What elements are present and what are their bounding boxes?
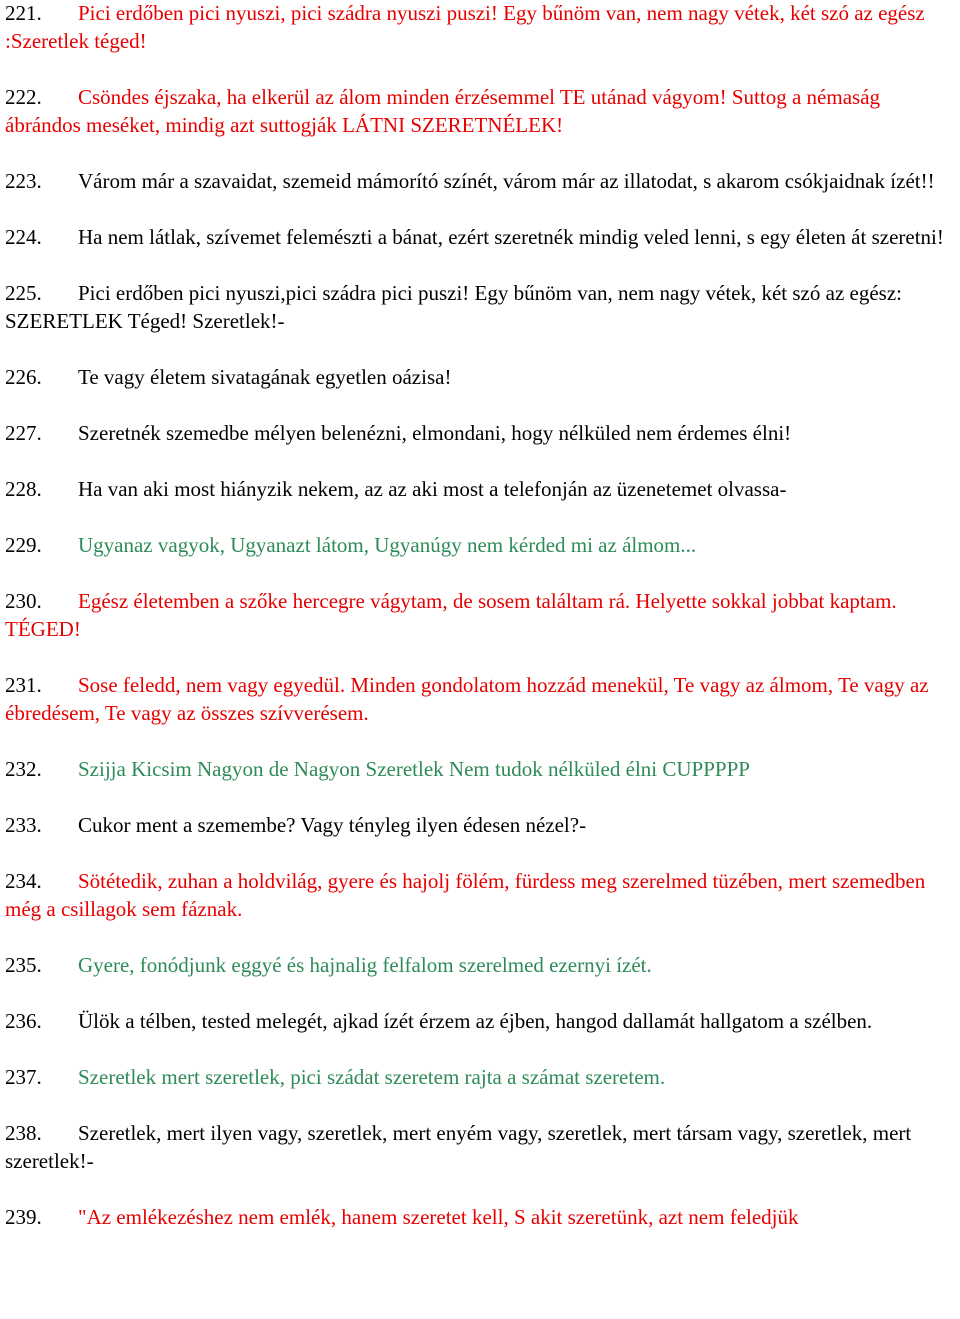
entry-text: Várom már a szavaidat, szemeid mámorító színét, várom már az illatodat, s akarom csókjaidnak ízét!! [78, 169, 935, 193]
text-entry [5, 167, 957, 195]
entry-number: 232. [5, 757, 42, 781]
text-entry [5, 223, 957, 251]
text-entry [5, 1063, 957, 1091]
text-entry [5, 811, 957, 839]
entry-text: Te vagy életem sivatagának egyetlen oázisa! [78, 365, 452, 389]
text-entry [5, 671, 957, 727]
entry-text: "Az emlékezéshez nem emlék, hanem szeretet kell, S akit szeretünk, azt nem feledjük [78, 1205, 799, 1229]
entry-text: Ha van aki most hiányzik nekem, az az aki most a telefonján az üzenetemet olvassa- [78, 477, 787, 501]
entry-text: Cukor ment a szemembe? Vagy tényleg ilyen édesen nézel?- [78, 813, 587, 837]
entry-text: Csöndes éjszaka, ha elkerül az álom minden érzésemmel TE utánad vágyom! Suttog a némaság ábrándos meséket, mindig azt suttogják LÁTNI SZERETNÉLEK! [5, 85, 881, 137]
entry-number: 235. [5, 953, 42, 977]
entry-number: 226. [5, 365, 42, 389]
entry-text: Szijja Kicsim Nagyon de Nagyon Szeretlek Nem tudok nélküled élni CUPPPPP [78, 757, 750, 781]
text-entry [5, 279, 957, 335]
text-entry [5, 419, 957, 447]
entry-text: Ha nem látlak, szívemet felemészti a bánat, ezért szeretnék mindig veled lenni, s egy életen át szeretni! [78, 225, 944, 249]
entry-text: Pici erdőben pici nyuszi, pici szádra nyuszi puszi! Egy bűnöm van, nem nagy vétek, két szó az egész :Szeretlek téged! [5, 1, 925, 53]
text-entry [5, 531, 957, 559]
text-entry [5, 363, 957, 391]
text-entry [5, 755, 957, 783]
entry-number: 224. [5, 225, 42, 249]
text-entry [5, 83, 957, 139]
text-entry [5, 951, 957, 979]
text-entry [5, 1203, 957, 1231]
entry-number: 236. [5, 1009, 42, 1033]
entry-text: Pici erdőben pici nyuszi,pici szádra pici puszi! Egy bűnöm van, nem nagy vétek, két szó az egész: SZERETLEK Téged! Szeretlek!- [5, 281, 902, 333]
entry-text: Ülök a télben, tested melegét, ajkad ízét érzem az éjben, hangod dallamát hallgatom a szélben. [78, 1009, 873, 1033]
entry-number: 237. [5, 1065, 42, 1089]
entry-number: 225. [5, 281, 42, 305]
entry-text: Ugyanaz vagyok, Ugyanazt látom, Ugyanúgy nem kérded mi az álmom... [78, 533, 697, 557]
entry-number: 234. [5, 869, 42, 893]
entry-text: Szeretlek mert szeretlek, pici szádat szeretem rajta a számat szeretem. [78, 1065, 666, 1089]
text-entry [5, 1007, 957, 1035]
entry-number: 239. [5, 1205, 42, 1229]
entry-number: 223. [5, 169, 42, 193]
entry-number: 229. [5, 533, 42, 557]
entry-number: 231. [5, 673, 42, 697]
entry-text: Sose feledd, nem vagy egyedül. Minden gondolatom hozzád menekül, Te vagy az álmom, Te vagy az ébredésem, Te vagy az összes szívverésem. [5, 673, 929, 725]
entry-number: 227. [5, 421, 42, 445]
entry-number: 233. [5, 813, 42, 837]
text-entry [5, 867, 957, 923]
entry-text: Sötétedik, zuhan a holdvilág, gyere és hajolj fölém, fürdess meg szerelmed tüzében, mert szemedben még a csillagok sem fáznak. [5, 869, 926, 921]
text-entry [5, 587, 957, 643]
entry-text: Szeretnék szemedbe mélyen belenézni, elmondani, hogy nélküled nem érdemes élni! [78, 421, 792, 445]
entry-number: 238. [5, 1121, 42, 1145]
entry-number: 222. [5, 85, 42, 109]
text-entry [5, 1119, 957, 1175]
text-entry [5, 0, 957, 55]
entry-text: Egész életemben a szőke hercegre vágytam, de sosem találtam rá. Helyette sokkal jobbat kaptam. TÉGED! [5, 589, 897, 641]
document-body [5, 0, 957, 1259]
entry-text: Szeretlek, mert ilyen vagy, szeretlek, mert enyém vagy, szeretlek, mert társam vagy, szeretlek, mert szeretlek!- [5, 1121, 912, 1173]
entry-number: 228. [5, 477, 42, 501]
entry-number: 230. [5, 589, 42, 613]
entry-text: Gyere, fonódjunk eggyé és hajnalig felfalom szerelmed ezernyi ízét. [78, 953, 652, 977]
entry-number: 221. [5, 1, 42, 25]
text-entry [5, 475, 957, 503]
